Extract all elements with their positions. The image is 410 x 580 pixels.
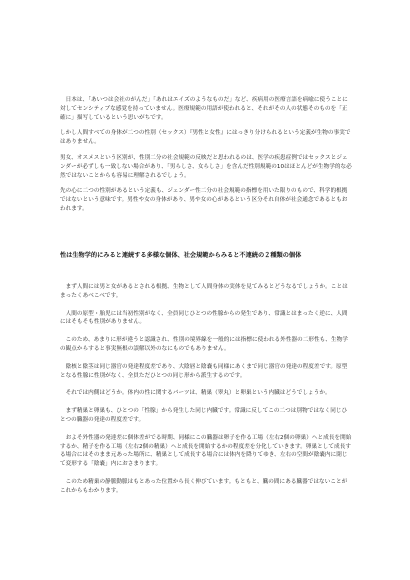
paragraph: まず人間には男と女があるとされる根拠、生物として人間身体の実体を見てみるとどうなるでしょうか。ことはまったくあべこべです。 [60,284,348,299]
paragraph: 人間の原型・胎児には当初性別がなく、全員同じひとつの性腺からの発生であり、常識とはまったく逆に、人間にはそもそも性別がありません。 [60,310,348,326]
paragraph: 陰核と陰茎は同じ器官の発達程度差であり、大陰唇と陰嚢も同様にあくまで同じ器官の発達の程度差です。原型となる性腺に性別がなく、全員ただひとつの同じ形から派生するのです。 [60,363,348,379]
paragraph: このため精巣の静脈動脈はもとあった位置から長く伸びています。もともと、臓の間にある臓器ではないことがこれからもわかります。 [60,478,348,494]
paragraph: 日本は、「あいつは会社のがんだ」「あれはエイズのようなものだ」など、疾病用の医療言語を病喩に使うことに対してセンシティブな感覚を持っていません。医療規範の用語が使われると、それがその人の状態そのものを「正確に」描写しているという思いがちです。 [60,97,348,121]
paragraph: 先の心に二つの性別があるという定義も、ジェンダー性二分の社会規範の指標を用いた限りのもので、科学的根拠ではないという意味です。男性や女の身体があり、男や女の心があるという区分それ自体が社会通念であるともおわれます。 [60,188,348,212]
paragraph: しかし人間すべての身体が二つの性別（セックス）『男性と女性』にはっきり分けられるという定義が生物の事実ではありません。 [60,130,351,146]
paragraph: まず精巣と卵巣も、ひとつの「性腺」から発生した同じ内臓です。常識に反してこの二つは別物ではなく同じひとつの臓器の発達の程度差です。 [60,408,348,423]
intro-text-block [60,96,352,214]
paragraph: このため、あまりに形が違うと認識され、性別の境界線を一般的には指標に使われる外性器の二形性も、生物学の観点からすると事実無根の誤解以外のなにものでもありません。 [60,337,348,352]
paragraph: およそ外性器の発達差に個体差がでる時期、同様にこの臓器は卵子を作る工場（左右2個の卵巣）へと成長を開始するか、精子を作る工場（左右2個の精巣）へと成長を開始するかの程度差を分化していきます。卵巣として成長する場合にはそのまま元あった場所に、精巣として成長する場合には体内を降りてゆき、左右の空間が陰嚢内に閉じて変形する「陰嚢」内におさまります。 [60,434,352,468]
paragraph: 男女、オスメスという区別が、性別二分の社会規範の反映だと思われるのは、医学の疾患症例ではセックスとジェンダーが必ずしも一致しない場合があり、「男らしさ、女らしさ」を含んだ性別規範の10はほとんどが生物学的な必然ではないことからも容易に理解されるでしょう。 [60,154,352,179]
paragraph: それでは内側はどうか。体内の性に関するパーツは、精巣（睾丸）と卵巣という内臓はどうでしょうか。 [65,390,331,397]
section-heading: 性は生物学的にみると連続する多様な個体、社会規範からみると不連続の２種類の個体 [60,252,302,259]
body-text-block [60,283,352,496]
